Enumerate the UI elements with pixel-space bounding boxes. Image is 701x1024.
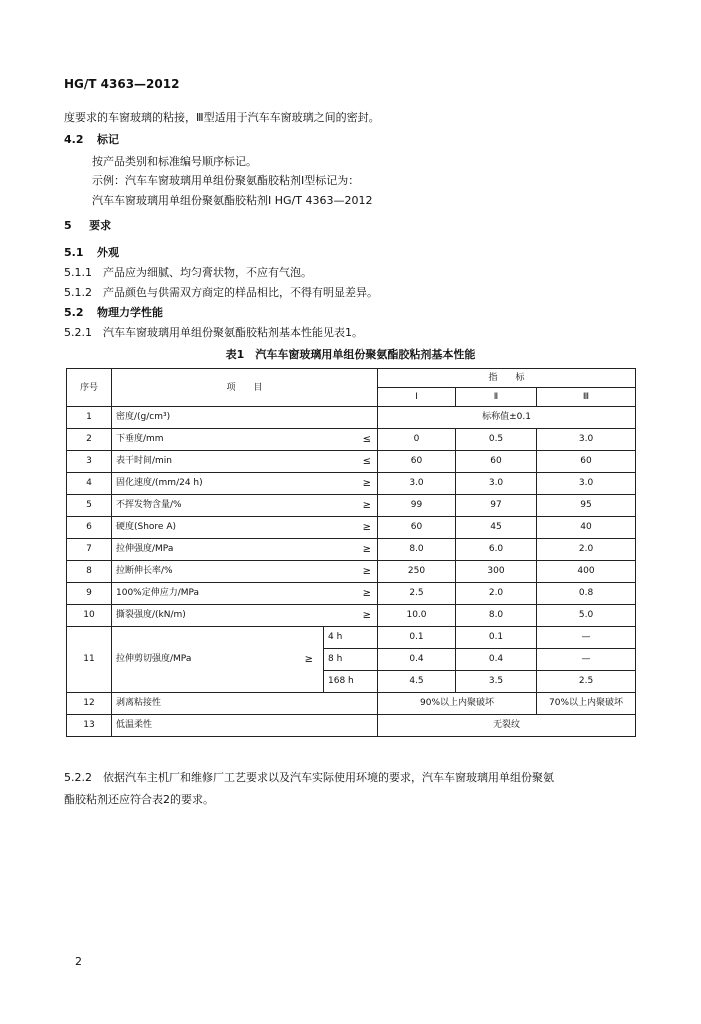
table-row xyxy=(67,429,636,451)
row-sub-condition: 4 h xyxy=(324,627,378,649)
header-no: 序号 xyxy=(67,369,112,407)
row-value-type-1: 99 xyxy=(378,495,456,517)
row-value-type-1: 4.5 xyxy=(378,671,456,693)
row-value-type-1: 0.4 xyxy=(378,649,456,671)
clause-5-2-2-line2: 酯胶粘剂还应符合表2的要求。 xyxy=(64,793,214,806)
section-number: 5.1 xyxy=(64,246,84,259)
row-value-type-3: 3.0 xyxy=(537,429,636,451)
row-number: 3 xyxy=(67,451,112,473)
row-comparator: ≤ xyxy=(324,451,378,473)
section-number: 5.2 xyxy=(64,306,84,319)
standard-number: HG/T 4363—2012 xyxy=(64,77,180,91)
table-row xyxy=(67,539,636,561)
row-value-type-2: 60 xyxy=(456,451,537,473)
table-row xyxy=(67,605,636,627)
row-value-type-1: 2.5 xyxy=(378,583,456,605)
row-item: 拉断伸长率/% xyxy=(112,561,324,583)
row-comparator: ≥ xyxy=(324,561,378,583)
row-value-type-2: 0.4 xyxy=(456,649,537,671)
row-number: 6 xyxy=(67,517,112,539)
row-value-type-3: 0.8 xyxy=(537,583,636,605)
marking-paragraph: 按产品类别和标准编号顺序标记。 xyxy=(92,155,257,168)
row-value-type-1-2: 90%以上内聚破坏 xyxy=(378,693,537,715)
table-header-row xyxy=(67,369,636,388)
row-value-type-1: 250 xyxy=(378,561,456,583)
section-4-2-heading xyxy=(64,131,119,147)
row-comparator: ≥ xyxy=(324,495,378,517)
table-row xyxy=(67,495,636,517)
row-value-type-1: 60 xyxy=(378,451,456,473)
row-number: 9 xyxy=(67,583,112,605)
row-value-type-3: 2.0 xyxy=(537,539,636,561)
section-title: 外观 xyxy=(97,246,119,259)
row-value-type-3: 70%以上内聚破坏 xyxy=(537,693,636,715)
row-item: 低温柔性 xyxy=(112,715,378,737)
row-sub-condition: 8 h xyxy=(324,649,378,671)
row-number: 13 xyxy=(67,715,112,737)
table-row xyxy=(67,715,636,737)
row-item: 100%定伸应力/MPa xyxy=(112,583,324,605)
row-number: 1 xyxy=(67,407,112,429)
row-value-type-2: 6.0 xyxy=(456,539,537,561)
row-value-type-1: 3.0 xyxy=(378,473,456,495)
row-number: 4 xyxy=(67,473,112,495)
row-value-type-1: 8.0 xyxy=(378,539,456,561)
intro-paragraph: 度要求的车窗玻璃的粘接，Ⅲ型适用于汽车车窗玻璃之间的密封。 xyxy=(64,111,380,124)
table-row xyxy=(67,407,636,429)
row-value-type-2: 3.5 xyxy=(456,671,537,693)
row-value-type-3: 2.5 xyxy=(537,671,636,693)
page-number: 2 xyxy=(75,955,82,968)
row-value-type-1: 0 xyxy=(378,429,456,451)
row-number: 7 xyxy=(67,539,112,561)
row-value-type-2: 0.1 xyxy=(456,627,537,649)
row-number: 12 xyxy=(67,693,112,715)
section-number: 4.2 xyxy=(64,133,84,146)
row-value-type-2: 2.0 xyxy=(456,583,537,605)
row-value-type-3: — xyxy=(537,627,636,649)
section-title: 物理力学性能 xyxy=(97,306,163,319)
section-5-1-heading xyxy=(64,244,119,260)
row-value-type-3: 95 xyxy=(537,495,636,517)
table-row xyxy=(67,473,636,495)
table-row xyxy=(67,561,636,583)
row-comparator: ≤ xyxy=(324,429,378,451)
row-item: 剥离粘接性 xyxy=(112,693,378,715)
row-item: 拉伸强度/MPa xyxy=(112,539,324,561)
row-value-merged: 标称值±0.1 xyxy=(378,407,636,429)
row-item-label: 拉伸剪切强度/MPa xyxy=(116,654,192,664)
row-value-type-3: — xyxy=(537,649,636,671)
row-comparator xyxy=(324,407,378,429)
table-title: 表1 汽车车窗玻璃用单组份聚氨酯胶粘剂基本性能 xyxy=(225,348,476,361)
header-index: 指 标 xyxy=(378,369,636,388)
row-value-type-2: 300 xyxy=(456,561,537,583)
row-value-type-2: 3.0 xyxy=(456,473,537,495)
row-comparator: ≥ xyxy=(324,539,378,561)
row-comparator: ≥ xyxy=(304,654,313,665)
clause-5-2-2-line1: 5.2.2 依据汽车主机厂和维修厂工艺要求以及汽车实际使用环境的要求，汽车车窗玻璃用单组份聚氨 xyxy=(64,771,554,784)
row-item: 不挥发物含量/% xyxy=(112,495,324,517)
row-value-type-3: 400 xyxy=(537,561,636,583)
table-row xyxy=(67,627,636,649)
row-comparator: ≥ xyxy=(324,473,378,495)
header-type-2: Ⅱ xyxy=(456,388,537,407)
table-row xyxy=(67,583,636,605)
clause-5-1-2: 5.1.2 产品颜色与供需双方商定的样品相比，不得有明显差异。 xyxy=(64,286,378,299)
row-value-type-3: 40 xyxy=(537,517,636,539)
performance-table xyxy=(66,368,636,737)
table-row xyxy=(67,451,636,473)
row-item: 密度/(g/cm³) xyxy=(112,407,324,429)
row-number: 2 xyxy=(67,429,112,451)
row-number: 11 xyxy=(67,627,112,693)
row-value-type-2: 45 xyxy=(456,517,537,539)
row-value-type-1: 0.1 xyxy=(378,627,456,649)
table-row xyxy=(67,693,636,715)
header-type-1: Ⅰ xyxy=(378,388,456,407)
section-5-heading xyxy=(64,217,111,233)
row-value-type-1: 10.0 xyxy=(378,605,456,627)
marking-example-value: 汽车车窗玻璃用单组份聚氨酯胶粘剂Ⅰ HG/T 4363—2012 xyxy=(92,194,373,207)
row-item: 表干时间/min xyxy=(112,451,324,473)
marking-example: 示例：汽车车窗玻璃用单组份聚氨酯胶粘剂Ⅰ型标记为： xyxy=(92,174,360,187)
row-value-type-2: 97 xyxy=(456,495,537,517)
row-value-type-3: 60 xyxy=(537,451,636,473)
header-item: 项 目 xyxy=(112,369,378,407)
row-comparator: ≥ xyxy=(324,517,378,539)
header-type-3: Ⅲ xyxy=(537,388,636,407)
section-title: 标记 xyxy=(97,133,119,146)
row-item: 硬度(Shore A) xyxy=(112,517,324,539)
row-value-type-1: 60 xyxy=(378,517,456,539)
row-item: 撕裂强度/(kN/m) xyxy=(112,605,324,627)
row-comparator: ≥ xyxy=(324,583,378,605)
row-number: 8 xyxy=(67,561,112,583)
row-item: 固化速度/(mm/24 h) xyxy=(112,473,324,495)
clause-5-1-1: 5.1.1 产品应为细腻、均匀膏状物，不应有气泡。 xyxy=(64,266,312,279)
row-value-type-2: 0.5 xyxy=(456,429,537,451)
row-item: 下垂度/mm xyxy=(112,429,324,451)
row-comparator: ≥ xyxy=(324,605,378,627)
section-title: 要求 xyxy=(89,219,112,232)
section-number: 5 xyxy=(64,219,72,232)
row-item xyxy=(112,627,324,693)
row-value-merged: 无裂纹 xyxy=(378,715,636,737)
clause-5-2-1: 5.2.1 汽车车窗玻璃用单组份聚氨酯胶粘剂基本性能见表1。 xyxy=(64,326,363,339)
row-value-type-2: 8.0 xyxy=(456,605,537,627)
row-number: 5 xyxy=(67,495,112,517)
row-value-type-3: 3.0 xyxy=(537,473,636,495)
row-value-type-3: 5.0 xyxy=(537,605,636,627)
section-5-2-heading xyxy=(64,304,163,320)
row-sub-condition: 168 h xyxy=(324,671,378,693)
row-number: 10 xyxy=(67,605,112,627)
table-row xyxy=(67,517,636,539)
